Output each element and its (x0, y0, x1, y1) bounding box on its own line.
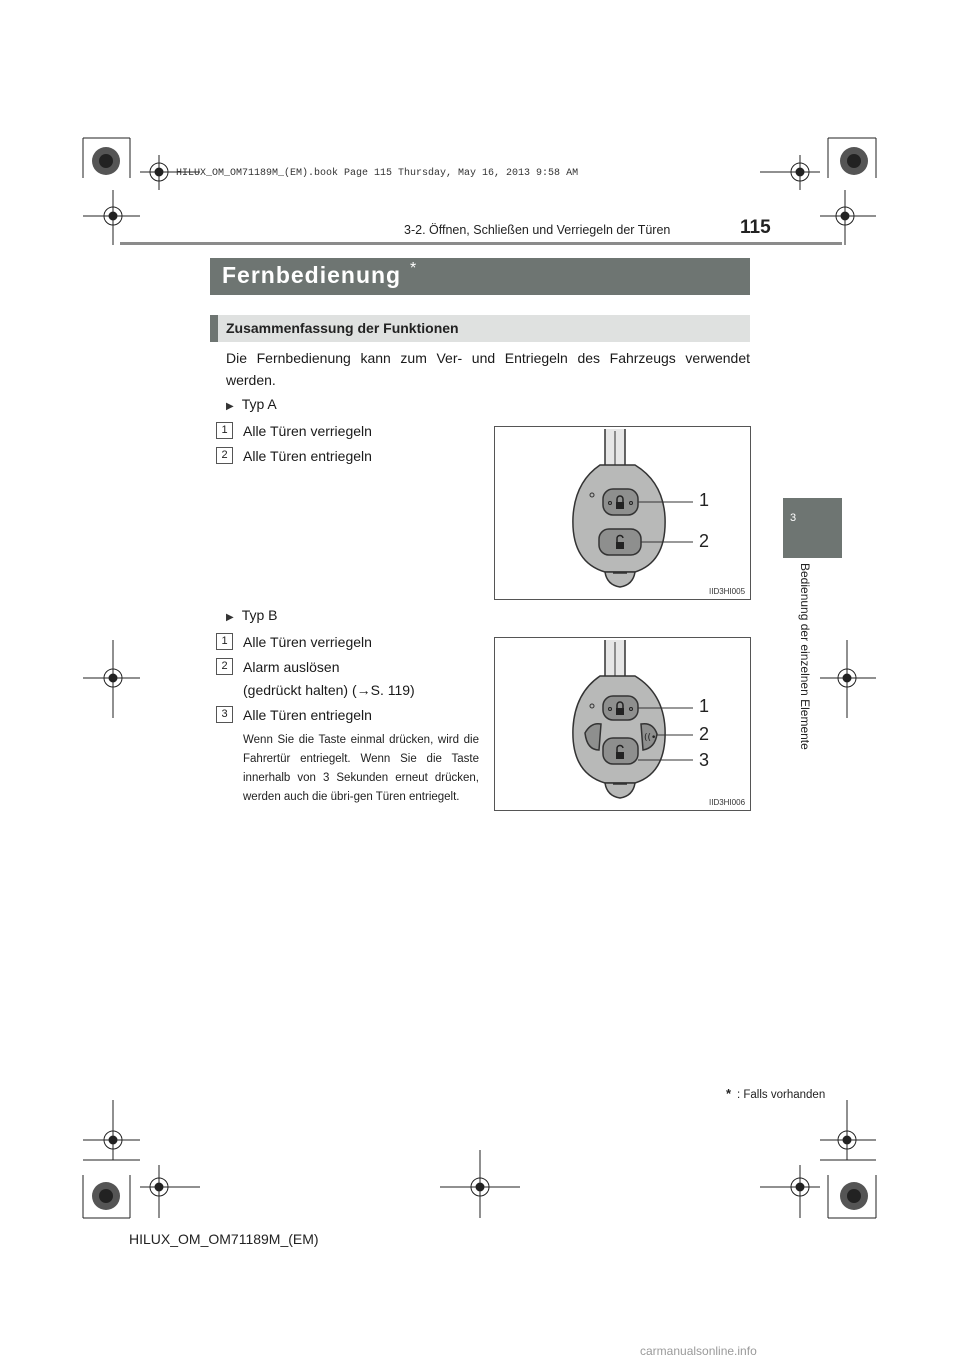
footnote-text: : Falls vorhanden (737, 1089, 826, 1101)
svg-text:((•: ((• (644, 733, 657, 743)
registration-mark-icon (83, 190, 140, 245)
footnote-marker: * (726, 1086, 732, 1101)
callout-number: 1 (699, 696, 710, 716)
header-rule (120, 242, 842, 245)
registration-mark-icon (140, 1165, 200, 1218)
item-text: Alle Türen entriegeln (243, 707, 372, 723)
registration-mark-icon (760, 1165, 820, 1218)
intro-paragraph: Die Fernbedienung kann zum Ver- und Entriegeln des Fahrzeugs verwendet werden. (226, 350, 750, 388)
figure-code: IID3HI006 (709, 798, 746, 807)
registration-mark-icon (83, 1100, 140, 1160)
figure-typ-b (494, 637, 751, 811)
item-number: 1 (216, 422, 233, 439)
chapter-label: Bedienung der einzelnen Elemente (798, 563, 812, 750)
item-number: 3 (216, 706, 233, 723)
item-text-continued: (gedrückt halten) (→S. 119) (243, 682, 415, 698)
book-meta: HILUX_OM_OM71189M_(EM).book Page 115 Thursday, May 16, 2013 9:58 AM (176, 168, 579, 179)
figure-typ-a (494, 426, 751, 600)
typ-a-heading (226, 396, 277, 412)
item-number: 2 (216, 658, 233, 675)
callout-number: 1 (699, 490, 710, 510)
watermark: carmanualsonline.info (640, 1344, 757, 1358)
alarm-icon (644, 733, 656, 743)
typ-a-label: Typ A (241, 396, 277, 412)
chapter-tab (783, 498, 842, 558)
note-paragraph: Wenn Sie die Taste einmal drücken, wird die Fahrertür entriegelt. Wenn Sie die Taste innerhalb von 3 Sekunden erneut drücken, werden auch die übri-gen Türen entriegelt. (243, 734, 479, 803)
item-text: Alle Türen entriegeln (243, 448, 372, 464)
subtitle: Zusammenfassung der Funktionen (226, 320, 459, 336)
registration-disk-icon (92, 147, 868, 1210)
item-number: 1 (216, 633, 233, 650)
chapter-number: 3 (789, 512, 797, 524)
item-text: Alarm auslösen (243, 659, 340, 675)
subtitle-accent (210, 315, 218, 342)
registration-mark-icon (760, 155, 820, 190)
callout-number: 2 (699, 724, 710, 744)
typ-b-label: Typ B (241, 607, 278, 623)
item-number: 2 (216, 447, 233, 464)
breadcrumb: 3-2. Öffnen, Schließen und Verriegeln der Türen (404, 223, 671, 237)
registration-mark-icon (820, 640, 876, 718)
registration-mark-icon (440, 1150, 520, 1218)
item-text: Alle Türen verriegeln (243, 634, 372, 650)
title-marker: * (410, 260, 417, 277)
triangle-bullet-icon: ▶ (226, 401, 234, 412)
remote-key-illustration (495, 638, 750, 810)
item-text: Alle Türen verriegeln (243, 423, 372, 439)
page-number: 115 (740, 217, 771, 238)
callout-number: 2 (699, 531, 710, 551)
figure-code: IID3HI005 (709, 587, 746, 596)
registration-mark-icon (820, 190, 876, 245)
section-title: Fernbedienung (222, 262, 402, 288)
triangle-bullet-icon: ▶ (226, 612, 234, 623)
remote-key-illustration (495, 427, 750, 599)
callout-number: 3 (699, 750, 710, 770)
typ-b-heading (226, 607, 278, 623)
registration-mark-icon (820, 1100, 876, 1160)
document-code: HILUX_OM_OM71189M_(EM) (129, 1231, 319, 1247)
registration-mark-icon (83, 640, 140, 718)
